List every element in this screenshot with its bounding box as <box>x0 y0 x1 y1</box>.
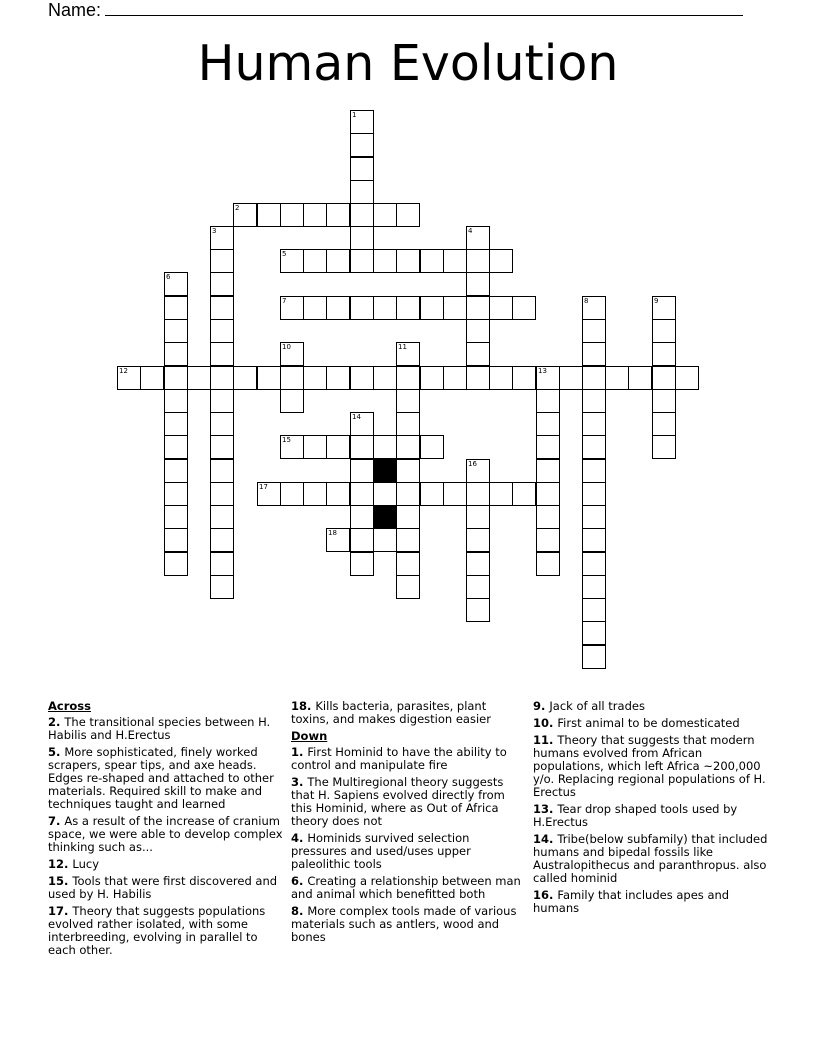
grid-cell[interactable] <box>280 389 304 413</box>
clue-text: First animal to be domesticated <box>557 716 740 730</box>
grid-cell[interactable] <box>466 459 490 483</box>
down-clue-list-continued <box>533 700 769 915</box>
across-clue-list <box>48 716 284 957</box>
grid-cell[interactable] <box>466 342 490 366</box>
grid-cell[interactable] <box>164 459 188 483</box>
clue <box>533 700 769 713</box>
clue <box>291 700 527 726</box>
grid-cell[interactable] <box>466 249 490 273</box>
clue-text: First Hominid to have the ability to control and manipulate fire <box>291 745 507 772</box>
clue-text: Creating a relationship between man and animal which benefitted both <box>291 874 521 901</box>
grid-cell[interactable] <box>420 482 444 506</box>
clue-number: 1 <box>352 111 357 119</box>
grid-cell[interactable] <box>536 482 560 506</box>
grid-cell[interactable] <box>350 459 374 483</box>
grid-cell[interactable] <box>303 366 327 390</box>
grid-cell[interactable] <box>536 366 560 390</box>
grid-cell[interactable] <box>164 319 188 343</box>
grid-cell[interactable] <box>420 249 444 273</box>
clue-number: 2 <box>235 204 240 212</box>
grid-cell[interactable] <box>210 342 234 366</box>
grid-cell[interactable] <box>420 296 444 320</box>
grid-cell[interactable] <box>233 203 257 227</box>
grid-cell[interactable] <box>280 296 304 320</box>
grid-cell[interactable] <box>373 482 397 506</box>
grid-cell[interactable] <box>210 482 234 506</box>
grid-cell[interactable] <box>396 296 420 320</box>
clue-number: 4. <box>291 831 308 845</box>
clue-number: 4 <box>468 227 473 235</box>
grid-cell[interactable] <box>396 575 420 599</box>
grid-cell[interactable] <box>303 203 327 227</box>
clue <box>291 776 527 828</box>
grid-cell[interactable] <box>396 389 420 413</box>
clue-number: 3 <box>212 227 217 235</box>
clue <box>291 832 527 871</box>
grid-cell[interactable] <box>164 505 188 529</box>
clue <box>48 858 284 871</box>
grid-cell[interactable] <box>373 435 397 459</box>
grid-cell[interactable] <box>210 552 234 576</box>
grid-cell[interactable] <box>582 435 606 459</box>
grid-cell[interactable] <box>536 412 560 436</box>
grid-cell[interactable] <box>210 296 234 320</box>
clue-text: More sophisticated, finely worked scrapers, spear tips, and axe heads. Edges re-shaped and attached to other materials. Required skill to make and techniques taught and learned <box>48 745 274 811</box>
grid-cell[interactable] <box>373 366 397 390</box>
grid-cell[interactable] <box>257 203 281 227</box>
grid-cell[interactable] <box>675 366 699 390</box>
clue-number: 5. <box>48 745 65 759</box>
clue-number: 3. <box>291 775 308 789</box>
grid-cell[interactable] <box>210 575 234 599</box>
clue-text: The transitional species between H. Habilis and H.Erectus <box>48 715 271 742</box>
grid-cell[interactable] <box>582 482 606 506</box>
grid-cell[interactable] <box>512 296 536 320</box>
down-clue-list <box>291 746 527 944</box>
clue-number: 7 <box>282 297 287 305</box>
grid-cell[interactable] <box>350 133 374 157</box>
name-label: Name: <box>48 0 102 20</box>
grid-cell[interactable] <box>582 389 606 413</box>
grid-cell[interactable] <box>466 272 490 296</box>
across-clue-list-continued <box>291 700 527 726</box>
grid-cell[interactable] <box>373 249 397 273</box>
clue-text: Kills bacteria, parasites, plant toxins, and makes digestion easier <box>291 699 491 726</box>
clue-number: 10. <box>533 716 558 730</box>
grid-cell[interactable] <box>280 435 304 459</box>
grid-cell[interactable] <box>164 342 188 366</box>
grid-cell[interactable] <box>280 366 304 390</box>
clue-number: 8. <box>291 904 308 918</box>
clue-text: Tools that were first discovered and used by H. Habilis <box>48 874 278 901</box>
grid-cell[interactable] <box>396 342 420 366</box>
grid-cell[interactable] <box>652 296 676 320</box>
clue <box>48 746 284 811</box>
clue-number: 10 <box>282 343 291 351</box>
clue-text: Theory that suggests that modern humans evolved from African populations, which left Africa ~200,000 y/o. Replacing regional populations of H. Erectus <box>533 733 766 799</box>
grid-cell[interactable] <box>582 412 606 436</box>
grid-cell[interactable] <box>164 528 188 552</box>
grid-cell[interactable] <box>303 249 327 273</box>
grid-cell[interactable] <box>466 226 490 250</box>
grid-cell[interactable] <box>582 342 606 366</box>
clue-number: 11 <box>398 343 407 351</box>
clue-number: 9. <box>533 699 550 713</box>
clue-number: 15. <box>48 874 73 888</box>
grid-cell[interactable] <box>350 528 374 552</box>
grid-cell[interactable] <box>210 249 234 273</box>
grid-cell[interactable] <box>350 180 374 204</box>
grid-cell[interactable] <box>466 296 490 320</box>
grid-cell[interactable] <box>396 459 420 483</box>
grid-cell[interactable] <box>350 110 374 134</box>
grid-cell[interactable] <box>582 366 606 390</box>
grid-cell[interactable] <box>443 249 467 273</box>
grid-cell[interactable] <box>210 389 234 413</box>
grid-cell[interactable] <box>512 366 536 390</box>
clue <box>48 875 284 901</box>
clue-text: Tear drop shaped tools used by H.Erectus <box>533 802 738 829</box>
grid-cell[interactable] <box>466 505 490 529</box>
clue <box>291 746 527 772</box>
clue <box>533 717 769 730</box>
grid-cell[interactable] <box>164 389 188 413</box>
grid-cell[interactable] <box>280 203 304 227</box>
grid-cell[interactable] <box>443 296 467 320</box>
grid-cell[interactable] <box>350 552 374 576</box>
grid-cell[interactable] <box>164 296 188 320</box>
grid-cell[interactable] <box>350 366 374 390</box>
grid-cell[interactable] <box>210 528 234 552</box>
grid-cell[interactable] <box>489 249 513 273</box>
grid-cell[interactable] <box>582 598 606 622</box>
grid-cell[interactable] <box>466 319 490 343</box>
clue-text: More complex tools made of various materials such as antlers, wood and bones <box>291 904 517 944</box>
grid-cell[interactable] <box>512 482 536 506</box>
clue <box>48 815 284 854</box>
grid-cell[interactable] <box>396 482 420 506</box>
clue <box>533 734 769 799</box>
clue-number: 12. <box>48 857 73 871</box>
grid-cell[interactable] <box>536 528 560 552</box>
grid-cell[interactable] <box>652 412 676 436</box>
grid-cell[interactable] <box>652 319 676 343</box>
grid-cell[interactable] <box>164 435 188 459</box>
grid-cell[interactable] <box>536 552 560 576</box>
clue-number: 9 <box>654 297 659 305</box>
grid-cell[interactable] <box>350 157 374 181</box>
grid-cell[interactable] <box>164 552 188 576</box>
grid-cell[interactable] <box>466 528 490 552</box>
clue-number: 18. <box>291 699 316 713</box>
clue <box>48 905 284 957</box>
clues-column-2 <box>291 700 527 948</box>
grid-cell[interactable] <box>582 575 606 599</box>
grid-cell[interactable] <box>582 459 606 483</box>
grid-cell[interactable] <box>164 366 188 390</box>
grid-cell[interactable] <box>536 505 560 529</box>
clue-number: 15 <box>282 436 291 444</box>
grid-cell[interactable] <box>326 435 350 459</box>
grid-cell[interactable] <box>582 528 606 552</box>
grid-cell[interactable] <box>396 366 420 390</box>
grid-cell[interactable] <box>210 366 234 390</box>
grid-cell[interactable] <box>187 366 211 390</box>
grid-cell[interactable] <box>210 435 234 459</box>
clues-column-1 <box>48 700 284 961</box>
grid-cell[interactable] <box>443 482 467 506</box>
grid-cell[interactable] <box>326 203 350 227</box>
grid-cell[interactable] <box>582 621 606 645</box>
clue-number: 16 <box>468 460 477 468</box>
clue-text: As a result of the increase of cranium space, we were able to develop complex thinking such as... <box>48 814 283 854</box>
across-header: Across <box>48 699 91 713</box>
grid-cell[interactable] <box>350 249 374 273</box>
grid-cell[interactable] <box>257 366 281 390</box>
grid-cell[interactable] <box>210 459 234 483</box>
grid-cell[interactable] <box>257 482 281 506</box>
clue <box>533 833 769 885</box>
clue-number: 16. <box>533 888 558 902</box>
grid-cell[interactable] <box>326 528 350 552</box>
grid-cell[interactable] <box>164 482 188 506</box>
grid-cell[interactable] <box>326 482 350 506</box>
clues-column-3 <box>533 700 769 919</box>
clue-number: 12 <box>119 367 128 375</box>
grid-cell[interactable] <box>396 435 420 459</box>
grid-cell[interactable] <box>582 296 606 320</box>
grid-cell[interactable] <box>652 389 676 413</box>
grid-cell[interactable] <box>396 249 420 273</box>
grid-cell[interactable] <box>466 366 490 390</box>
grid-cell[interactable] <box>303 435 327 459</box>
grid-cell[interactable] <box>628 366 652 390</box>
grid-cell[interactable] <box>210 319 234 343</box>
grid-cell[interactable] <box>420 435 444 459</box>
clue-number: 14 <box>352 413 361 421</box>
grid-cell[interactable] <box>373 528 397 552</box>
grid-cell[interactable] <box>396 203 420 227</box>
clue-text: The Multiregional theory suggests that H. Sapiens evolved directly from this Hominid, where as Out of Africa theory does not <box>291 775 505 828</box>
blocked-cell <box>373 459 397 483</box>
clue-number: 13 <box>538 367 547 375</box>
grid-cell[interactable] <box>164 272 188 296</box>
grid-cell[interactable] <box>443 366 467 390</box>
grid-cell[interactable] <box>233 366 257 390</box>
grid-cell[interactable] <box>303 296 327 320</box>
grid-cell[interactable] <box>350 226 374 250</box>
grid-cell[interactable] <box>164 412 188 436</box>
grid-cell[interactable] <box>605 366 629 390</box>
clue-number: 14. <box>533 832 558 846</box>
clue-number: 13. <box>533 802 558 816</box>
grid-cell[interactable] <box>350 435 374 459</box>
grid-cell[interactable] <box>396 505 420 529</box>
page-title: Human Evolution <box>197 35 619 92</box>
grid-cell[interactable] <box>396 412 420 436</box>
grid-cell[interactable] <box>210 272 234 296</box>
grid-cell[interactable] <box>350 482 374 506</box>
clue-number: 18 <box>328 529 337 537</box>
grid-cell[interactable] <box>280 249 304 273</box>
grid-cell[interactable] <box>373 296 397 320</box>
grid-cell[interactable] <box>373 203 397 227</box>
grid-cell[interactable] <box>559 366 583 390</box>
grid-cell[interactable] <box>350 505 374 529</box>
clue-number: 17. <box>48 904 73 918</box>
clue-text: Lucy <box>72 857 100 871</box>
clue-number: 2. <box>48 715 65 729</box>
clue-text: Hominids survived selection pressures and used/uses upper paleolithic tools <box>291 831 471 871</box>
grid-cell[interactable] <box>489 296 513 320</box>
grid-cell[interactable] <box>396 552 420 576</box>
grid-cell[interactable] <box>489 366 513 390</box>
clue-text: Tribe(below subfamily) that included humans and bipedal fossils like Australopithecus and paranthropus. also called hominid <box>533 832 768 885</box>
grid-cell[interactable] <box>582 552 606 576</box>
grid-cell[interactable] <box>350 203 374 227</box>
clue-number: 17 <box>259 483 268 491</box>
grid-cell[interactable] <box>652 366 676 390</box>
clue-text: Jack of all trades <box>549 699 645 713</box>
clue <box>533 889 769 915</box>
grid-cell[interactable] <box>280 342 304 366</box>
grid-cell[interactable] <box>582 645 606 669</box>
clue-text: Family that includes apes and humans <box>533 888 730 915</box>
clue-number: 7. <box>48 814 65 828</box>
clue <box>533 803 769 829</box>
grid-cell[interactable] <box>652 342 676 366</box>
grid-cell[interactable] <box>303 482 327 506</box>
blocked-cell <box>373 505 397 529</box>
grid-cell[interactable] <box>582 319 606 343</box>
grid-cell[interactable] <box>326 249 350 273</box>
grid-cell[interactable] <box>466 575 490 599</box>
grid-cell[interactable] <box>466 598 490 622</box>
clue-number: 6. <box>291 874 308 888</box>
grid-cell[interactable] <box>420 366 444 390</box>
grid-cell[interactable] <box>350 296 374 320</box>
grid-cell[interactable] <box>396 528 420 552</box>
grid-cell[interactable] <box>210 505 234 529</box>
clue <box>48 716 284 742</box>
clue-text: Theory that suggests populations evolved rather isolated, with some interbreeding, evolving in parallel to each other. <box>48 904 266 957</box>
grid-cell[interactable] <box>536 435 560 459</box>
grid-cell[interactable] <box>350 412 374 436</box>
clue-number: 1. <box>291 745 308 759</box>
grid-cell[interactable] <box>326 366 350 390</box>
clue-number: 6 <box>166 273 171 281</box>
grid-cell[interactable] <box>326 296 350 320</box>
grid-cell[interactable] <box>280 482 304 506</box>
down-header: Down <box>291 729 328 743</box>
clue <box>291 875 527 901</box>
grid-cell[interactable] <box>466 552 490 576</box>
grid-cell[interactable] <box>489 482 513 506</box>
grid-cell[interactable] <box>210 412 234 436</box>
clue-number: 11. <box>533 733 558 747</box>
grid-cell[interactable] <box>210 226 234 250</box>
grid-cell[interactable] <box>466 482 490 506</box>
grid-cell[interactable] <box>582 505 606 529</box>
grid-cell[interactable] <box>536 459 560 483</box>
grid-cell[interactable] <box>536 389 560 413</box>
clue-number: 5 <box>282 250 287 258</box>
grid-cell[interactable] <box>652 435 676 459</box>
grid-cell[interactable] <box>117 366 141 390</box>
grid-cell[interactable] <box>140 366 164 390</box>
clue <box>291 905 527 944</box>
clue-number: 8 <box>584 297 589 305</box>
